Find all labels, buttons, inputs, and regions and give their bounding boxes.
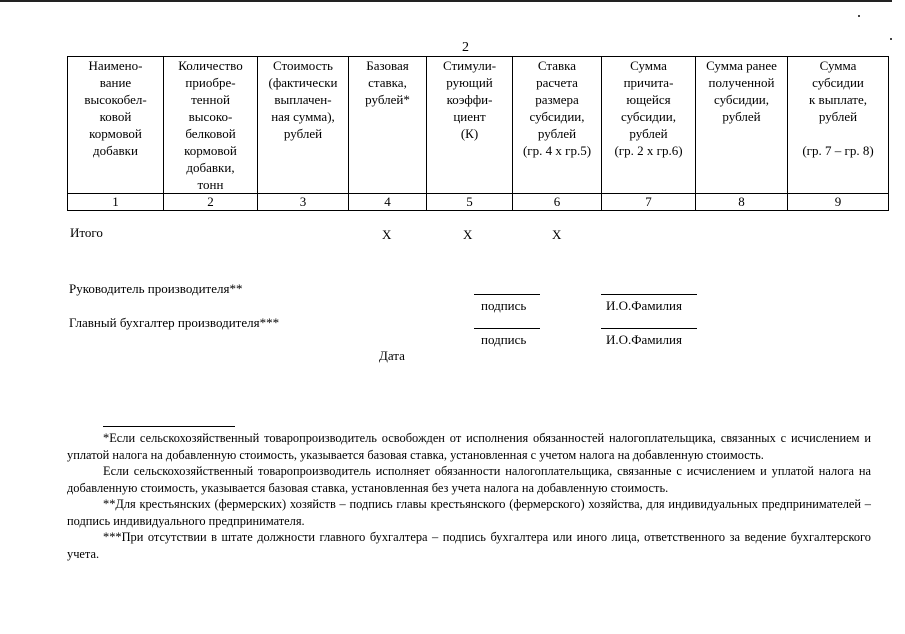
total-mark-col4: Х <box>382 227 392 242</box>
column-number: 3 <box>258 194 349 211</box>
total-label: Итого <box>70 225 103 240</box>
column-number: 4 <box>349 194 427 211</box>
column-number: 6 <box>513 194 602 211</box>
column-number: 2 <box>164 194 258 211</box>
col-header-rate-calc: Ставка расчета размера субсидии, рублей (гр. 4 х гр.5) <box>513 57 602 194</box>
column-number: 5 <box>427 194 513 211</box>
accountant-signatory-label: Главный бухгалтер производителя*** <box>69 315 280 330</box>
head-signatory-label: Руководитель производителя** <box>69 281 243 296</box>
accountant-signature-caption: подпись <box>481 332 527 347</box>
accountant-name-caption: И.О.Фамилия <box>606 332 682 347</box>
table-header-row <box>68 57 889 194</box>
footnotes <box>67 430 871 562</box>
column-number: 8 <box>696 194 788 211</box>
col-header-cost: Стоимость (фактически выплачен- ная сумма), рублей <box>258 57 349 194</box>
column-number-row <box>68 194 889 211</box>
accountant-signature-line <box>474 328 540 329</box>
top-border-line <box>0 0 892 2</box>
total-mark-col6: Х <box>552 227 562 242</box>
scan-speck <box>890 38 892 40</box>
column-number: 1 <box>68 194 164 211</box>
footnote-base-rate-without-vat: Если сельскохозяйственный товаропроизводитель исполняет обязанности налогоплательщика, связанные с исчислением и уплатой налога на добавленную стоимость, указывается базовая ставка, установленная без учета налога на добавленную стоимость. <box>67 464 871 495</box>
total-mark-col5: Х <box>463 227 473 242</box>
col-header-due-sum: Сумма причита- ющейся субсидии, рублей (гр. 2 х гр.6) <box>602 57 696 194</box>
scan-speck <box>858 15 860 17</box>
accountant-name-line <box>601 328 697 329</box>
head-name-line <box>601 294 697 295</box>
col-header-name: Наимено- вание высокобел- ковой кормовой добавки <box>68 57 164 194</box>
head-signature-caption: подпись <box>481 298 527 313</box>
col-header-quantity: Количество приобре- тенной высоко- белковой кормовой добавки, тонн <box>164 57 258 194</box>
col-header-base-rate: Базовая ставка, рублей* <box>349 57 427 194</box>
subsidy-table <box>67 56 889 211</box>
head-name-caption: И.О.Фамилия <box>606 298 682 313</box>
date-label: Дата <box>379 348 405 363</box>
col-header-received-sum: Сумма ранее полученной субсидии, рублей <box>696 57 788 194</box>
col-header-payable-sum: Сумма субсидии к выплате, рублей (гр. 7 – гр. 8) <box>788 57 889 194</box>
column-number: 7 <box>602 194 696 211</box>
column-number: 9 <box>788 194 889 211</box>
footnote-farm-signature: **Для крестьянских (фермерских) хозяйств – подпись главы крестьянского (фермерского) хозяйства, для индивидуальных предпринимателей – подпись индивидуального предпринимателя. <box>67 497 871 528</box>
head-signature-line <box>474 294 540 295</box>
footnote-separator <box>103 426 235 427</box>
footnote-accountant-signature: ***При отсутствии в штате должности главного бухгалтера – подпись бухгалтера или иного лица, ответственного за ведение бухгалтерского учета. <box>67 530 871 561</box>
page-number: 2 <box>462 40 469 55</box>
footnote-base-rate-with-vat: *Если сельскохозяйственный товаропроизводитель освобожден от исполнения обязанностей налогоплательщика, связанных с исчислением и уплатой налога на добавленную стоимость, указывается базовая ставка, установленная с учетом налога на добавленную стоимость. <box>67 431 871 462</box>
col-header-coefficient: Стимули- рующий коэффи- циент (К) <box>427 57 513 194</box>
